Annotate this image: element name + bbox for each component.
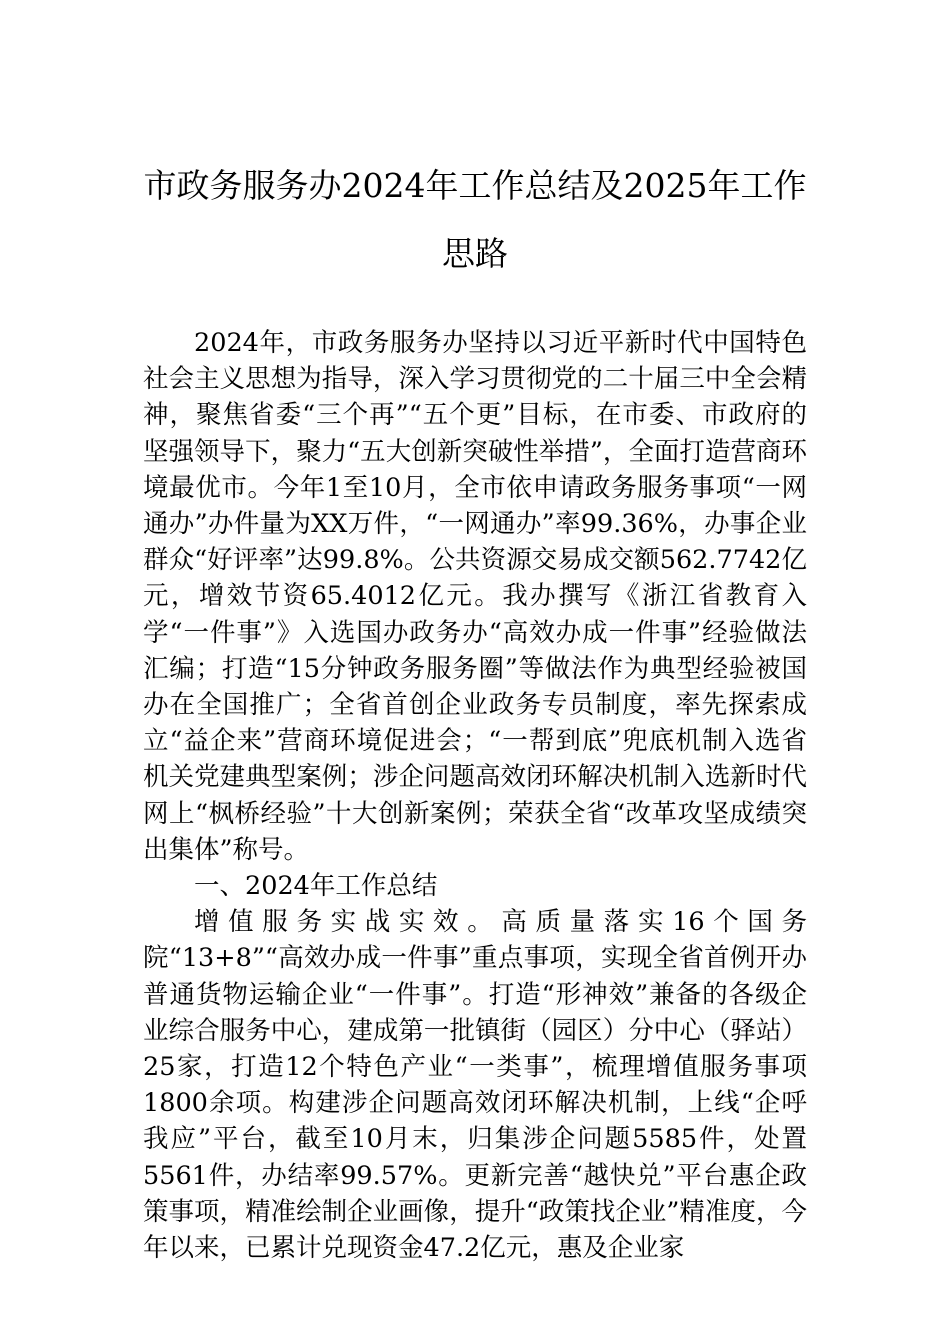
document-body bbox=[143, 325, 807, 1266]
section-heading: 一、2024年工作总结 bbox=[194, 871, 438, 902]
section-paragraph: 增值服务实战实效。高质量落实16个国务院“13+8”“高效办成一件事”重点事项，实现全省首例开办普通货物运输企业“一件事”。打造“形神效”兼备的各级企业综合服务中心，建成第一批镇街（园区）分中心（驿站）25家，打造12个特色产业“一类事”，梳理增值服务事项1800余项。构建涉企问题高效闭环解决机制，上线“企呼我应”平台，截至10月末，归集涉企问题5585件，处置5561件，办结率99.57%。更新完善“越快兑”平台惠企政策事项，精准绘制企业画像，提升“政策找企业”精准度，今年以来，已累计兑现资金47.2亿元，惠及企业家 bbox=[143, 907, 807, 1264]
intro-paragraph: 2024年，市政务服务办坚持以习近平新时代中国特色社会主义思想为指导，深入学习贯彻党的二十届三中全会精神，聚焦省委“三个再”“五个更”目标，在市委、市政府的坚强领导下，聚力“五大创新突破性举措”，全面打造营商环境最优市。今年1至10月，全市依申请政务服务事项“一网通办”办件量为XX万件，“一网通办”率99.36%，办事企业群众“好评率”达99.8%。公共资源交易成交额562.7742亿元，增效节资65.4012亿元。我办撰写《浙江省教育入学“一件事”》入选国办政务办“高效办成一件事”经验做法汇编；打造“15分钟政务服务圈”等做法作为典型经验被国办在全国推广；全省首创企业政务专员制度，率先探索成立“益企来”营商环境促进会；“一帮到底”兜底机制入选省机关党建典型案例；涉企问题高效闭环解决机制入选新时代网上“枫桥经验”十大创新案例；荣获全省“改革攻坚成绩突出集体”称号。 bbox=[143, 328, 807, 865]
document-title: 市政务服务办2024年工作总结及2025年工作思路 bbox=[143, 166, 807, 273]
